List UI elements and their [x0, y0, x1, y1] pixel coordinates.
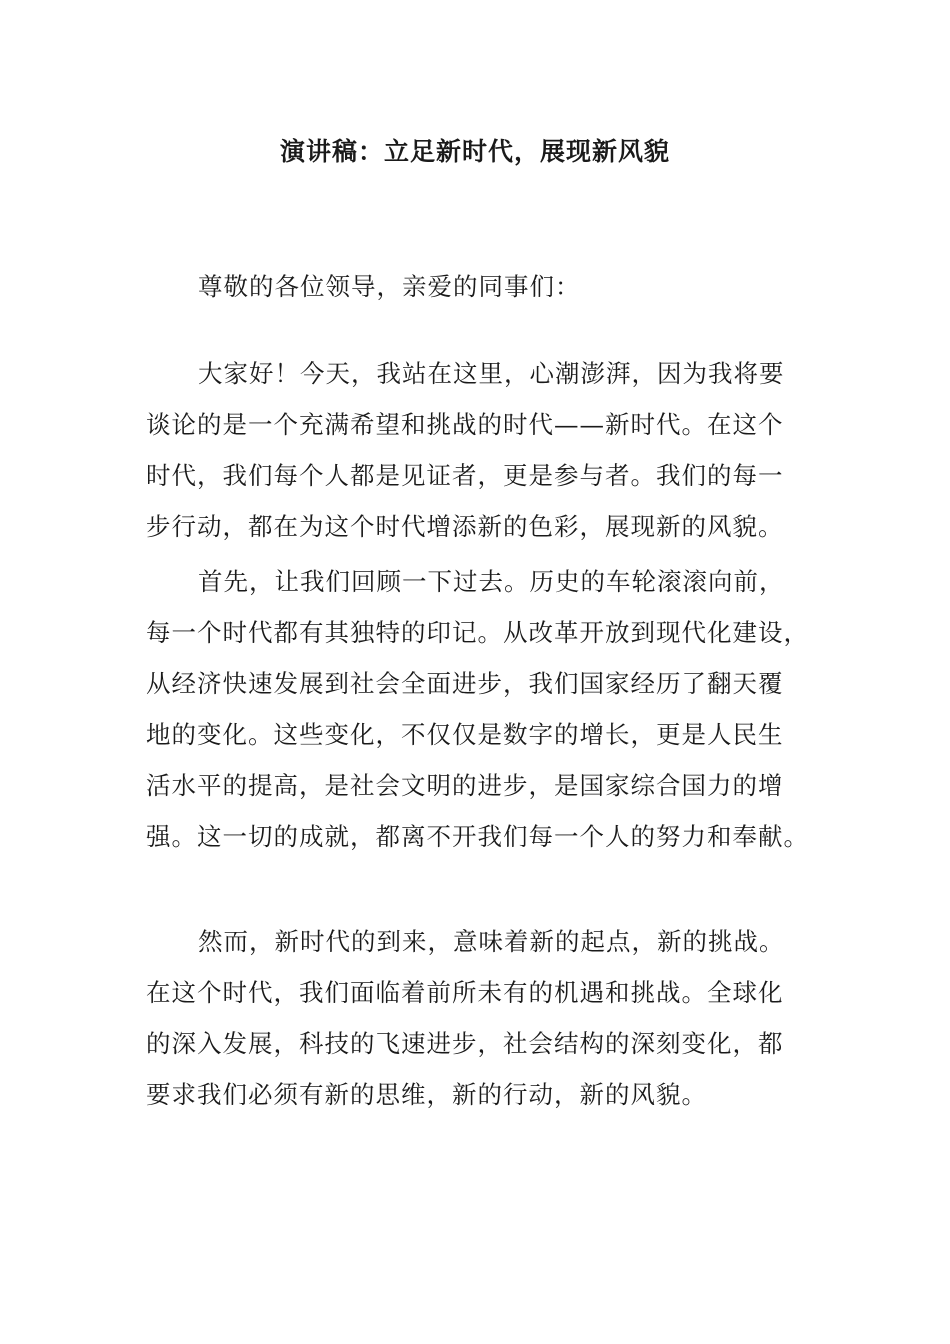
- paragraph-3: [146, 916, 811, 1120]
- greeting-paragraph: [146, 261, 811, 312]
- paragraph-line: 时代，我们每个人都是见证者，更是参与者。我们的每一: [146, 461, 784, 490]
- paragraph-line: 在这个时代，我们面临着前所未有的机遇和挑战。全球化: [146, 978, 784, 1007]
- paragraph-line: 步行动，都在为这个时代增添新的色彩，展现新的风貌。: [146, 512, 784, 541]
- document-title: 演讲稿：立足新时代，展现新风貌: [279, 137, 670, 166]
- paragraph-line: 地的变化。这些变化，不仅仅是数字的增长，更是人民生: [146, 720, 784, 749]
- paragraph-line: 谈论的是一个充满希望和挑战的时代——新时代。在这个: [146, 410, 784, 439]
- paragraph-line: 从经济快速发展到社会全面进步，我们国家经历了翻天覆: [146, 669, 784, 698]
- paragraph-line: 强。这一切的成就，都离不开我们每一个人的努力和奉献。: [146, 822, 809, 851]
- paragraph-line: 然而，新时代的到来，意味着新的起点，新的挑战。: [198, 927, 785, 956]
- paragraph-line: 每一个时代都有其独特的印记。从改革开放到现代化建设，: [146, 618, 809, 647]
- paragraph-line: 要求我们必须有新的思维，新的行动，新的风貌。: [146, 1080, 707, 1109]
- greeting-line: 尊敬的各位领导，亲爱的同事们：: [198, 272, 581, 301]
- paragraph-1: [146, 348, 811, 552]
- paragraph-2: [146, 556, 811, 862]
- paragraph-line: 首先，让我们回顾一下过去。历史的车轮滚滚向前，: [198, 567, 785, 596]
- paragraph-line: 活水平的提高，是社会文明的进步，是国家综合国力的增: [146, 771, 784, 800]
- paragraph-line: 大家好！今天，我站在这里，心潮澎湃，因为我将要: [198, 359, 785, 388]
- paragraph-line: 的深入发展，科技的飞速进步，社会结构的深刻变化，都: [146, 1029, 784, 1058]
